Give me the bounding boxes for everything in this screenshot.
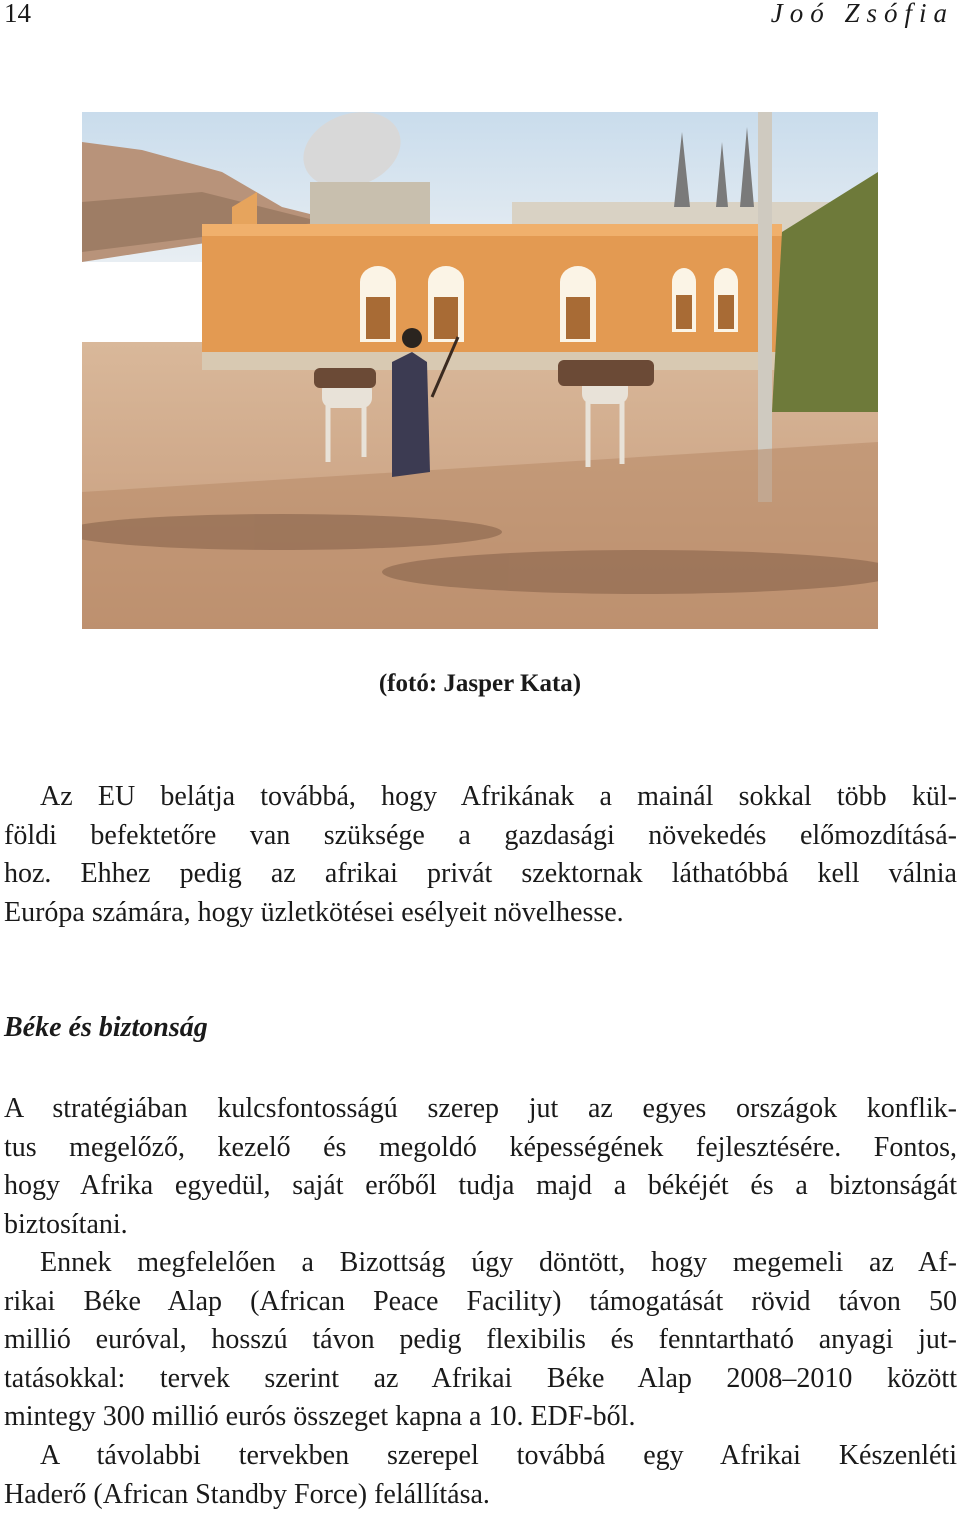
- text-line: millió euróval, hosszú távon pedig flexibilis és fenntartható anyagi jut-: [4, 1324, 957, 1355]
- paragraph-eu-investment: [4, 778, 957, 932]
- text-line: A stratégiában kulcsfontosságú szerep jut az egyes országok konflik-: [4, 1093, 957, 1124]
- text-line: tatásokkal: tervek szerint az Afrikai Béke Alap 2008–2010 között: [4, 1362, 957, 1394]
- running-head-author: Joó Zsófia: [770, 0, 954, 28]
- text-line: rikai Béke Alap (African Peace Facility) támogatását rövid távon 50: [4, 1285, 957, 1317]
- paragraph-peace-facility: [4, 1244, 957, 1437]
- text-line: Haderő (African Standby Force) felállítása.: [4, 1478, 490, 1510]
- page-number: 14: [4, 0, 31, 28]
- text-line: biztosítani.: [4, 1208, 128, 1240]
- text-line: Ennek megfelelően a Bizottság úgy döntött, hogy megemeli az Af-: [40, 1247, 957, 1278]
- paragraph-standby-force: [4, 1437, 957, 1514]
- text-line: hoz. Ehhez pedig az afrikai privát szektornak láthatóbbá kell válnia: [4, 858, 957, 889]
- text-line: tus megelőző, kezelő és megoldó képességének fejlesztésére. Fontos,: [4, 1131, 957, 1163]
- section-heading: Béke és biztonság: [4, 1012, 208, 1043]
- text-line: földi befektetőre van szüksége a gazdasági növekedés előmozdításá-: [4, 819, 957, 851]
- text-line: mintegy 300 millió eurós összeget kapna a 10. EDF-ből.: [4, 1401, 636, 1432]
- text-line: A távolabbi tervekben szerepel továbbá egy Afrikai Készenléti: [40, 1440, 957, 1471]
- photo: [82, 112, 878, 629]
- text-line: Az EU belátja továbbá, hogy Afrikának a mainál sokkal több kül-: [40, 781, 957, 812]
- photo-caption: (fotó: Jasper Kata): [378, 670, 582, 697]
- text-line: hogy Afrika egyedül, saját erőből tudja majd a békéjét és a biztonságát: [4, 1170, 957, 1201]
- text-line: Európa számára, hogy üzletkötései esélyeit növelhesse.: [4, 896, 624, 928]
- photo-village-donkeys-icon: [82, 112, 878, 629]
- paragraph-strategy: [4, 1090, 957, 1244]
